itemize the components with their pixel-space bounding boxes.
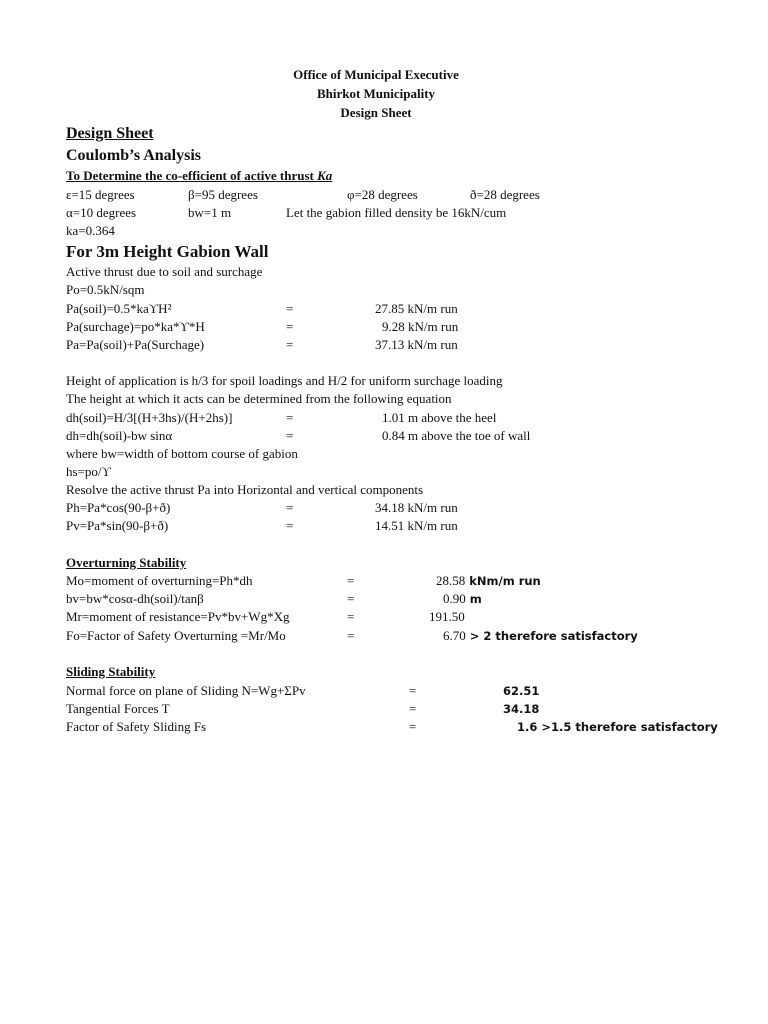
param-beta: β=95 degrees xyxy=(188,187,258,202)
equals-sign: = xyxy=(409,701,417,716)
param-phi: φ=28 degrees xyxy=(347,187,418,202)
hs-note: hs=po/ϒ xyxy=(66,464,111,479)
component-value: 34.18 kN/m run xyxy=(375,500,458,515)
application-row-label: dh=dh(soil)-bw sinα xyxy=(66,428,173,443)
thrust-row-label: Pa(soil)=0.5*kaϒH² xyxy=(66,301,172,316)
document-title: Design Sheet xyxy=(340,105,412,120)
ka-heading-text: To Determine the co-efficient of active thrust xyxy=(66,168,318,183)
overturning-row-label: Mo=moment of overturning=Ph*dh xyxy=(66,573,253,588)
equals-sign: = xyxy=(347,591,355,606)
sliding-row-label: Normal force on plane of Sliding N=Wg+ΣPv xyxy=(66,683,306,698)
application-row-value: 0.84 m above the toe of wall xyxy=(382,428,531,443)
value-number: 0.90 xyxy=(443,591,466,606)
thrust-row-value: 9.28 kN/m run xyxy=(382,319,459,334)
sliding-row-value: 34.18 xyxy=(503,702,540,716)
component-label: Pv=Pa*sin(90-β+ð) xyxy=(66,518,169,533)
value-number: 6.70 xyxy=(443,628,466,643)
param-bw: bw=1 m xyxy=(188,205,232,220)
param-delta: ð=28 degrees xyxy=(470,187,540,202)
thrust-row-value: 27.85 kN/m run xyxy=(375,301,458,316)
equals-sign: = xyxy=(286,518,294,533)
application-note: The height at which it acts can be determined from the following equation xyxy=(66,391,452,406)
office-title: Office of Municipal Executive xyxy=(293,67,459,82)
param-alpha: α=10 degrees xyxy=(66,205,137,220)
thrust-row-value: 37.13 kN/m run xyxy=(375,337,458,352)
sliding-row-label: Factor of Safety Sliding Fs xyxy=(66,719,207,734)
overturning-row-value xyxy=(436,573,541,589)
overturning-row-value xyxy=(443,628,638,644)
equals-sign: = xyxy=(347,628,355,643)
value-unit: kNm/m run xyxy=(465,574,541,588)
sliding-row-value: 62.51 xyxy=(503,684,540,698)
overturning-row-label: Mr=moment of resistance=Pv*bv+Wg*Xg xyxy=(66,609,290,624)
equals-sign: = xyxy=(347,573,355,588)
municipality-title: Bhirkot Municipality xyxy=(316,86,436,101)
overturning-row-label: bv=bw*cosα-dh(soil)/tanβ xyxy=(66,591,204,606)
thrust-po: Po=0.5kN/sqm xyxy=(66,282,145,297)
where-note: where bw=width of bottom course of gabion xyxy=(66,446,298,461)
equals-sign: = xyxy=(286,301,294,316)
component-label: Ph=Pa*cos(90-β+ð) xyxy=(66,500,171,515)
param-ka: ka=0.364 xyxy=(66,223,115,238)
equals-sign: = xyxy=(409,683,417,698)
ka-heading xyxy=(66,168,332,184)
resolve-note: Resolve the active thrust Pa into Horizontal and vertical components xyxy=(66,482,424,497)
design-sheet-heading: Design Sheet xyxy=(66,125,154,142)
param-density: Let the gabion filled density be 16kN/cum xyxy=(286,205,507,220)
value-unit: m xyxy=(465,592,482,606)
thrust-row-label: Pa(surchage)=po*ka*ϒ*H xyxy=(66,319,205,334)
param-epsilon: ε=15 degrees xyxy=(66,187,135,202)
component-value: 14.51 kN/m run xyxy=(375,518,458,533)
value-number: 28.58 xyxy=(436,573,466,588)
sliding-row-value: 1.6 >1.5 therefore satisfactory xyxy=(517,720,718,734)
ka-symbol: Ka xyxy=(317,168,333,183)
overturning-row-value xyxy=(443,591,482,607)
equals-sign: = xyxy=(286,337,294,352)
application-row-label: dh(soil)=H/3[(H+3hs)/(H+2hs)] xyxy=(66,410,233,425)
wall-heading: For 3m Height Gabion Wall xyxy=(66,242,269,261)
equals-sign: = xyxy=(347,609,355,624)
sliding-row-label: Tangential Forces T xyxy=(66,701,170,716)
thrust-row-label: Pa=Pa(soil)+Pa(Surchage) xyxy=(66,337,205,352)
overturning-heading: Overturning Stability xyxy=(66,555,187,570)
value-unit: > 2 therefore satisfactory xyxy=(465,629,638,643)
application-row-value: 1.01 m above the heel xyxy=(382,410,497,425)
value-number: 191.50 xyxy=(429,609,465,624)
overturning-row-label: Fo=Factor of Safety Overturning =Mr/Mo xyxy=(66,628,286,643)
equals-sign: = xyxy=(286,500,294,515)
equals-sign: = xyxy=(286,410,294,425)
overturning-row-value xyxy=(429,609,465,625)
sliding-heading: Sliding Stability xyxy=(66,664,156,679)
analysis-heading: Coulomb’s Analysis xyxy=(66,147,201,164)
thrust-intro: Active thrust due to soil and surchage xyxy=(66,264,263,279)
equals-sign: = xyxy=(286,319,294,334)
application-note: Height of application is h/3 for spoil loadings and H/2 for uniform surchage loading xyxy=(66,373,503,388)
equals-sign: = xyxy=(286,428,294,443)
equals-sign: = xyxy=(409,719,417,734)
